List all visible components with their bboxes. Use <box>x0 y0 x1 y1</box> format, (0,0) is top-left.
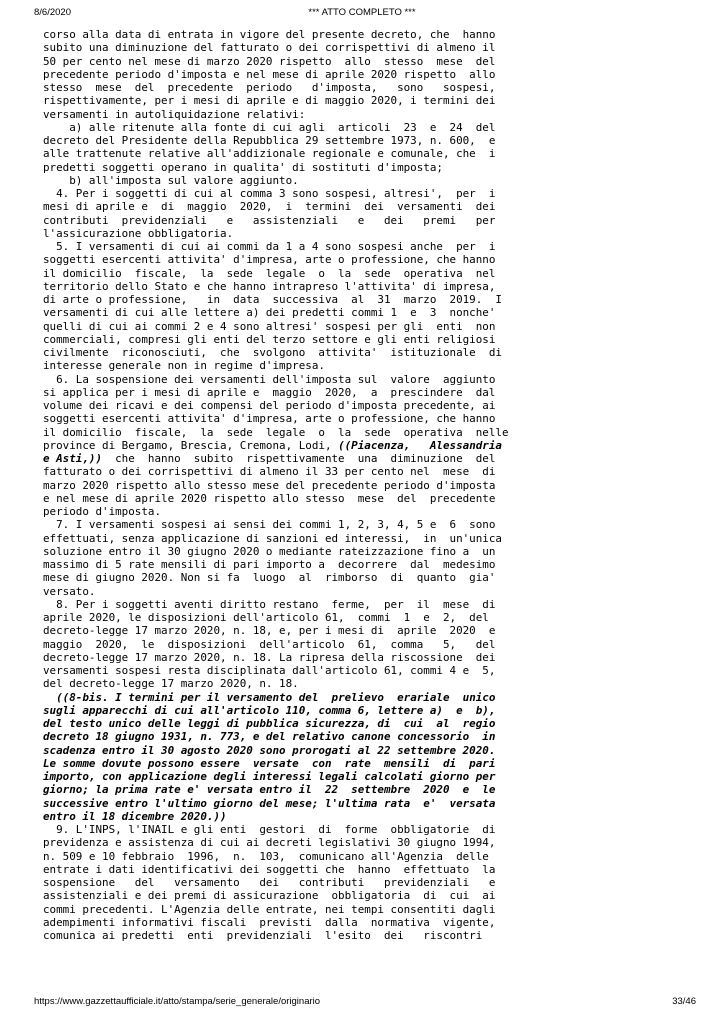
source-url[interactable]: https://www.gazzettaufficiale.it/atto/stampa/serie_generale/originario <box>34 996 321 1007</box>
text-line <box>43 280 693 293</box>
text-line <box>43 214 693 227</box>
text-line <box>43 677 693 690</box>
document-body <box>43 28 693 942</box>
text-line <box>43 412 693 425</box>
text-run: subito una diminuzione del fatturato o dei corrispettivi di almeno il <box>43 41 496 55</box>
text-run: 6. La sospensione dei versamenti dell'imposta sul valore aggiunto <box>43 372 496 386</box>
text-line <box>43 916 693 929</box>
text-run: assistenziali e dei premi di assicurazione obbligatoria di cui ai <box>43 889 496 903</box>
text-run: adempimenti informativi fiscali previsti dalla normativa vigente, <box>43 915 496 929</box>
text-line <box>43 465 693 478</box>
text-run: a) alle ritenute alla fonte di cui agli articoli 23 e 24 del <box>43 120 496 134</box>
text-line <box>43 200 693 213</box>
text-line <box>43 359 693 372</box>
text-line <box>43 293 693 306</box>
text-run: versato. <box>43 584 96 598</box>
text-line <box>43 267 693 280</box>
text-line <box>43 28 693 41</box>
text-run: interesse generale non in regime d'impresa. <box>43 359 325 373</box>
text-line <box>43 346 693 359</box>
amended-text-run: giorno; la prima rate e' versata entro il 22 settembre 2020 e le <box>43 783 496 797</box>
text-run: predetti soggetti operano in qualita' di sostituti d'imposta; <box>43 160 443 174</box>
text-run: 5. I versamenti di cui ai commi da 1 a 4 sono sospesi anche per i <box>43 240 496 253</box>
text-line <box>43 770 693 783</box>
text-run: versamenti in autoliquidazione relativi: <box>43 107 306 121</box>
text-run: previdenza e assistenza di cui ai decreti legislativi 30 giugno 1994, <box>43 836 496 850</box>
amended-text-run: importo, con applicazione degli interessi legali calcolati giorno per <box>43 770 496 783</box>
text-run: 9. L'INPS, l'INAIL e gli enti gestori di forme obbligatorie di <box>43 823 496 836</box>
text-run: del decreto-legge 17 marzo 2020, n. 18. <box>43 677 299 691</box>
text-line <box>43 306 693 319</box>
amended-text-run: e Asti,)) <box>43 452 103 465</box>
text-line <box>43 836 693 849</box>
text-run: commerciali, compresi gli enti del terzo settore e gli enti religiosi <box>43 332 496 346</box>
text-line <box>43 889 693 902</box>
text-line <box>43 439 693 452</box>
text-line <box>43 55 693 68</box>
text-run: soggetti esercenti attivita' d'impresa, arte o professione, che hanno <box>43 253 496 267</box>
amended-text-run: Le somme dovute possono essere versate con rate mensili di pari <box>43 756 496 770</box>
amended-text-run: successive entro l'ultimo giorno del mese; l'ultima rata e' versata <box>43 796 496 810</box>
text-line <box>43 121 693 134</box>
text-run: 50 per cento nel mese di marzo 2020 rispetto allo stesso mese del <box>43 54 496 68</box>
text-run: effettuati, senza applicazione di sanzioni ed interessi, in un'unica <box>43 531 502 545</box>
text-line <box>43 929 693 942</box>
text-line <box>43 227 693 240</box>
text-run: periodo d'imposta. <box>43 505 162 518</box>
text-line <box>43 823 693 836</box>
text-run: soluzione entro il 30 giugno 2020 o mediante rateizzazione fino a un <box>43 544 496 558</box>
text-line <box>43 518 693 531</box>
text-run: aprile 2020, le disposizioni dell'articolo 61, commi 1 e 2, del <box>43 611 489 624</box>
text-run: che hanno subito rispettivamente una diminuzione del <box>102 452 496 465</box>
text-run: fatturato o dei corrispettivi di almeno il 33 per cento nel mese di <box>43 465 496 479</box>
text-line <box>43 558 693 571</box>
document-title: *** ATTO COMPLETO *** <box>308 7 416 18</box>
text-line <box>43 386 693 399</box>
text-line <box>43 505 693 518</box>
text-run: volume dei ricavi e dei compensi del periodo d'imposta precedente, ai <box>43 399 496 412</box>
text-run: stesso mese del precedente periodo d'imposta, sono sospesi, <box>43 81 496 94</box>
text-line <box>43 651 693 664</box>
text-line <box>43 903 693 916</box>
text-run: corso alla data di entrata in vigore del presente decreto, che hanno <box>43 28 496 41</box>
amended-text-run: scadenza entro il 30 agosto 2020 sono prorogati al 22 settembre 2020. <box>43 743 496 757</box>
amended-text-run: decreto 18 giugno 1931, n. 773, e del relativo canone concessorio in <box>43 730 496 744</box>
text-line <box>43 850 693 863</box>
text-line <box>43 399 693 412</box>
text-run: rispettivamente, per i mesi di aprile e di maggio 2020, i termini dei <box>43 94 496 108</box>
text-line <box>43 333 693 346</box>
text-run: entrate i dati identificativi dei soggetti che hanno effettuato la <box>43 862 496 876</box>
print-date: 8/6/2020 <box>34 7 71 18</box>
text-line <box>43 876 693 889</box>
text-line <box>43 373 693 386</box>
text-line <box>43 730 693 743</box>
text-run: commi precedenti. L'Agenzia delle entrate, nei tempi consentiti dagli <box>43 902 496 916</box>
text-line <box>43 492 693 505</box>
text-run: alle trattenute relative all'addizionale regionale e comunale, che i <box>43 147 496 161</box>
text-run: mesi di aprile e di maggio 2020, i termini dei versamenti dei <box>43 200 496 214</box>
text-run: il domicilio fiscale, la sede legale o la sede operativa nel <box>43 266 496 280</box>
text-line <box>43 253 693 266</box>
text-run: quelli di cui ai commi 2 e 4 sono altresi' sospesi per gli enti non <box>43 319 496 333</box>
text-line <box>43 638 693 651</box>
amended-text-run: entro il 18 dicembre 2020.)) <box>43 809 227 823</box>
text-run: b) all'imposta sul valore aggiunto. <box>43 173 299 187</box>
text-run: marzo 2020 rispetto allo stesso mese del precedente periodo d'imposta <box>43 478 496 492</box>
text-run: massimo di 5 rate mensili di pari importo a decorrere dal medesimo <box>43 558 496 571</box>
text-run: 4. Per i soggetti di cui al comma 3 sono sospesi, altresi', per i <box>43 187 496 200</box>
text-line <box>43 68 693 81</box>
text-run: contributi previdenziali e assistenziali e dei premi per <box>43 213 496 227</box>
text-line <box>43 863 693 876</box>
text-run: precedente periodo d'imposta e nel mese di aprile 2020 rispetto allo <box>43 67 496 81</box>
text-run: soggetti esercenti attivita' d'impresa, arte o professione, che hanno <box>43 412 496 426</box>
text-line <box>43 174 693 187</box>
text-run: decreto-legge 17 marzo 2020, n. 18. La ripresa della riscossione dei <box>43 650 496 664</box>
text-line <box>43 664 693 677</box>
text-run: di arte o professione, in data successiva al 31 marzo 2019. I <box>43 293 502 306</box>
text-run: versamenti sospesi resta disciplinata dall'articolo 61, commi 4 e 5, <box>43 664 496 677</box>
text-line <box>43 797 693 810</box>
text-line <box>43 81 693 94</box>
text-line <box>43 108 693 121</box>
text-line <box>43 134 693 147</box>
text-run: decreto del Presidente della Repubblica 29 settembre 1973, n. 600, e <box>43 134 496 147</box>
text-line <box>43 147 693 160</box>
amended-text-run: ((8-bis. I termini per il versamento del prelievo erariale unico <box>56 690 496 704</box>
text-run: versamenti di cui alle lettere a) dei predetti commi 1 e 3 nonche' <box>43 306 496 320</box>
text-run: 7. I versamenti sospesi ai sensi dei commi 1, 2, 3, 4, 5 e 6 sono <box>43 518 496 532</box>
text-run: 8. Per i soggetti aventi diritto restano ferme, per il mese di <box>43 597 496 611</box>
text-run: territorio dello Stato e che hanno intrapreso l'attivita' di impresa, <box>43 279 496 293</box>
amended-text-run: sugli apparecchi di cui all'articolo 110, comma 6, lettere a) e b), <box>43 703 496 717</box>
text-line <box>43 94 693 107</box>
text-line <box>43 717 693 730</box>
amended-text-run: ((Piacenza, Alessandria <box>338 438 502 452</box>
text-run: e nel mese di aprile 2020 rispetto allo stesso mese del precedente <box>43 491 496 505</box>
text-run: comunica ai predetti enti previdenziali l'esito dei riscontri <box>43 929 483 942</box>
text-line <box>43 41 693 54</box>
text-run: l'assicurazione obbligatoria. <box>43 226 234 240</box>
text-line <box>43 744 693 757</box>
text-run: mese di giugno 2020. Non si fa luogo al rimborso di quanto gia' <box>43 571 496 585</box>
text-line <box>43 161 693 174</box>
text-line <box>43 585 693 598</box>
text-run: province di Bergamo, Brescia, Cremona, Lodi, <box>43 438 339 452</box>
text-run: civilmente riconosciuti, che svolgono attivita' istituzionale di <box>43 346 502 359</box>
text-line <box>43 545 693 558</box>
text-line <box>43 598 693 611</box>
text-run <box>43 691 56 704</box>
text-run: il domicilio fiscale, la sede legale o la sede operativa nelle <box>43 425 509 439</box>
page-number: 33/46 <box>672 996 696 1007</box>
text-run: n. 509 e 10 febbraio 1996, n. 103, comunicano all'Agenzia delle <box>43 849 489 863</box>
text-run: sospensione del versamento dei contributi previdenziali e <box>43 876 496 889</box>
text-line <box>43 240 693 253</box>
text-line <box>43 452 693 465</box>
text-line <box>43 783 693 796</box>
text-run: maggio 2020, le disposizioni dell'articolo 61, comma 5, del <box>43 637 496 651</box>
text-line <box>43 624 693 637</box>
text-run: si applica per i mesi di aprile e maggio 2020, a prescindere dal <box>43 385 496 399</box>
text-line <box>43 532 693 545</box>
text-run: decreto-legge 17 marzo 2020, n. 18, e, per i mesi di aprile 2020 e <box>43 624 496 638</box>
text-line <box>43 704 693 717</box>
text-line <box>43 479 693 492</box>
text-line <box>43 571 693 584</box>
text-line <box>43 187 693 200</box>
text-line <box>43 810 693 823</box>
text-line <box>43 691 693 704</box>
text-line <box>43 611 693 624</box>
text-line <box>43 320 693 333</box>
amended-text-run: del testo unico delle leggi di pubblica sicurezza, di cui al regio <box>43 717 496 730</box>
text-line <box>43 757 693 770</box>
text-line <box>43 426 693 439</box>
